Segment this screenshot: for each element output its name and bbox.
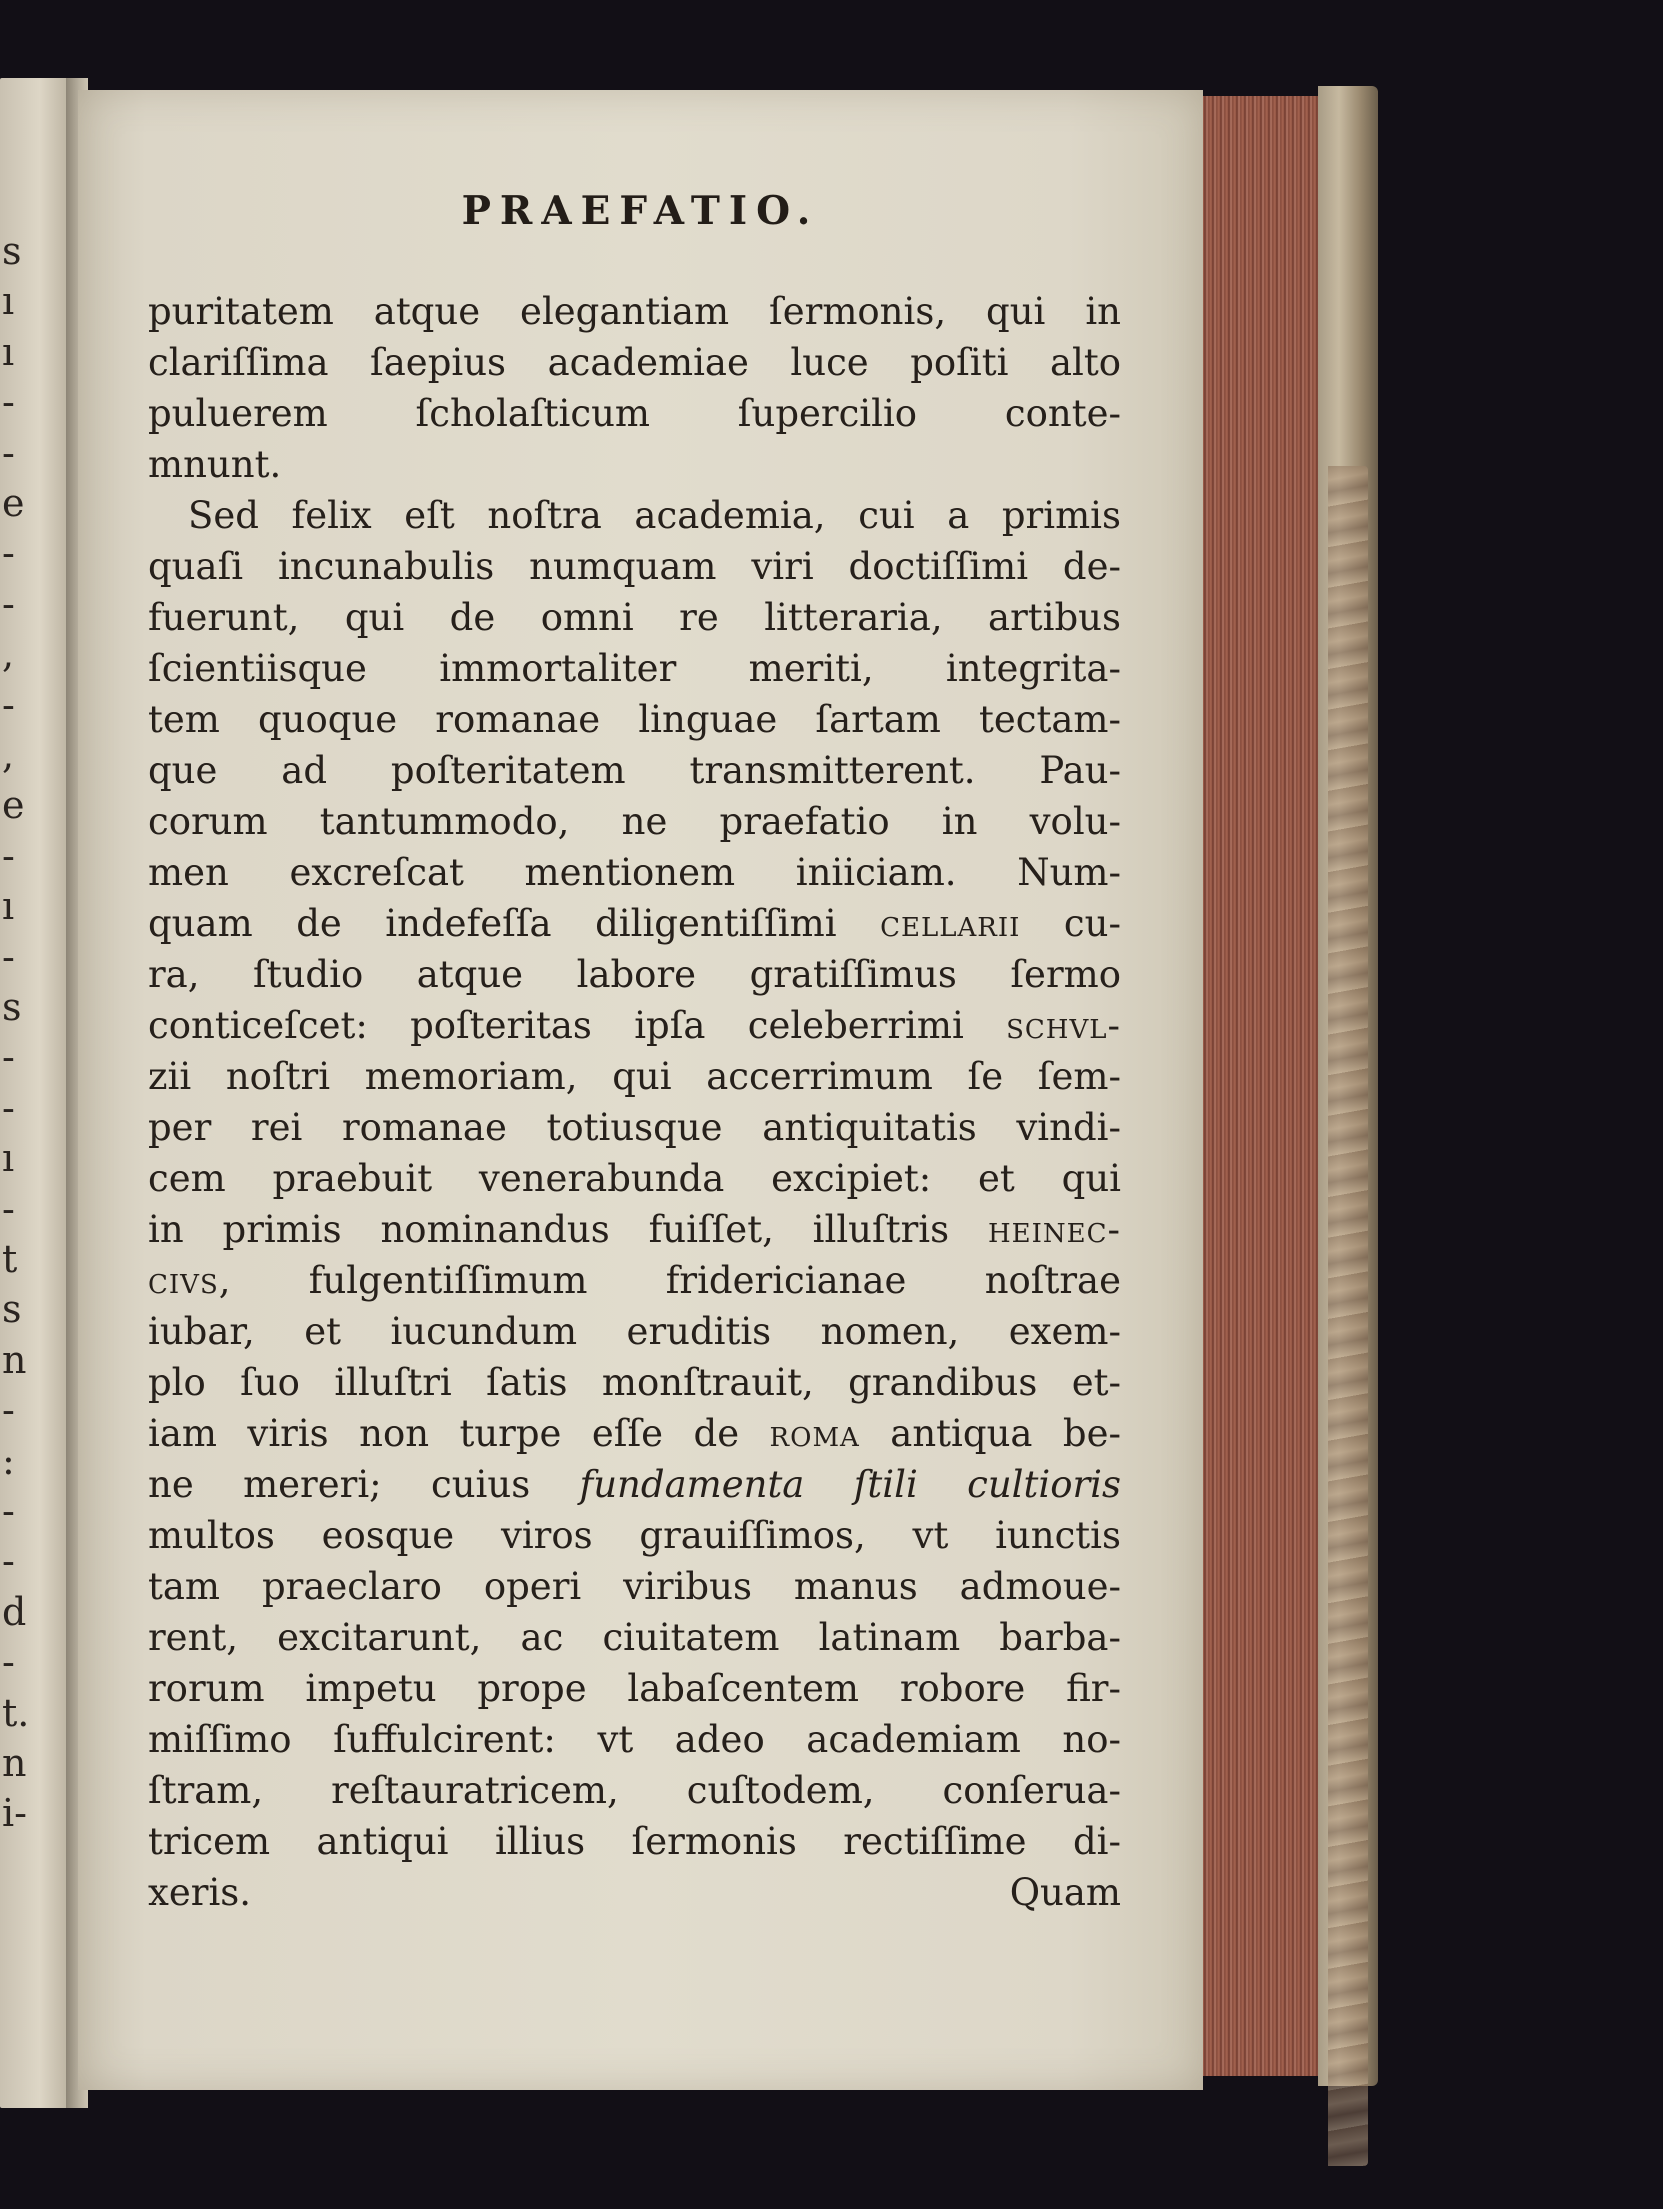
text-line: quaſi incunabulis numquam viri doctiſſimi de- xyxy=(148,545,1121,588)
left-page-fragment: - xyxy=(2,1640,15,1685)
left-page-fragment: i- xyxy=(2,1791,27,1836)
left-page-fragment: ı xyxy=(2,884,15,929)
small-caps-name: civs xyxy=(148,1259,219,1302)
left-page-fragment: , xyxy=(2,733,15,777)
left-page-fragment: - xyxy=(2,682,15,727)
marbled-cover-pattern xyxy=(1328,466,1368,2166)
text-line: men excreſcat mentionem iniiciam. Num- xyxy=(148,851,1121,894)
text-run: conticeſcet: poſteritas ipſa celeberrimi xyxy=(148,1004,1007,1047)
text-line: multos eosque viros grauiſſimos, vt iunctis xyxy=(148,1514,1121,1557)
text-line: per rei romanae totiusque antiquitatis vindi- xyxy=(148,1106,1121,1149)
text-run: in primis nominandus fuiſſet, illuſtris xyxy=(148,1208,988,1251)
text-line: clariſſima ſaepius academiae luce poſiti alto xyxy=(148,341,1121,384)
text-line: iubar, et iucundum eruditis nomen, exem- xyxy=(148,1310,1121,1353)
text-line xyxy=(148,1459,1121,1510)
small-caps-name: heinec- xyxy=(987,1208,1121,1251)
text-line xyxy=(148,1000,1121,1051)
text-block xyxy=(148,286,1121,1918)
text-line xyxy=(148,898,1121,949)
left-page-fragment: s xyxy=(2,985,22,1029)
text-line: puluerem ſcholaſticum ſupercilio conte- xyxy=(148,392,1121,435)
left-page-fragment: - xyxy=(2,1035,15,1080)
text-run: xeris. xyxy=(148,1871,252,1914)
book-cover xyxy=(1318,86,1378,2086)
text-run: cu- xyxy=(1020,902,1121,945)
page-fore-edge xyxy=(1198,96,1329,2076)
text-line: rent, excitarunt, ac ciuitatem latinam barba- xyxy=(148,1616,1121,1659)
text-line: rorum impetu prope labaſcentem robore fir- xyxy=(148,1667,1121,1710)
left-page-fragment: - xyxy=(2,430,15,475)
left-page-fragment: t. xyxy=(2,1690,30,1735)
left-page-fragment: - xyxy=(2,1085,15,1130)
left-page-fragment: - xyxy=(2,1388,15,1433)
left-page-fragment: - xyxy=(2,581,15,626)
text-line xyxy=(148,1408,1121,1459)
left-page-fragment: t xyxy=(2,1237,18,1281)
left-page-fragment: - xyxy=(2,380,15,425)
small-caps-name: roma xyxy=(769,1412,860,1455)
text-line: ſtram, reſtauratricem, cuſtodem, conſerua- xyxy=(148,1769,1121,1812)
text-line: plo ſuo illuſtri ſatis monſtrauit, grandibus et- xyxy=(148,1361,1121,1404)
small-caps-name: schvl- xyxy=(1006,1004,1121,1047)
left-page-fragment: ı xyxy=(2,1136,15,1181)
text-run: antiqua be- xyxy=(859,1412,1121,1455)
left-page-fragment: ı xyxy=(2,279,15,324)
left-page-fragment: - xyxy=(2,1186,15,1231)
text-line: cem praebuit venerabunda excipiet: et qui xyxy=(148,1157,1121,1200)
left-page-fragment: - xyxy=(2,934,15,979)
left-page-fragment: - xyxy=(2,531,15,576)
left-page-fragment: - xyxy=(2,833,15,878)
text-line: miſſimo ſuffulcirent: vt adeo academiam no- xyxy=(148,1718,1121,1761)
left-page-fragment: - xyxy=(2,1539,15,1584)
text-line: puritatem atque elegantiam ſermonis, qui in xyxy=(148,290,1121,333)
left-page-fragment: e xyxy=(2,783,25,828)
previous-page-edge xyxy=(0,78,72,2108)
text-line: fuerunt, qui de omni re litteraria, artibus xyxy=(148,596,1121,639)
text-line: que ad poſteritatem transmitterent. Pau- xyxy=(148,749,1121,792)
text-run: quam de indefeſſa diligentiſſimi xyxy=(148,902,881,945)
book-page xyxy=(78,90,1203,2090)
text-line xyxy=(148,1867,1121,1918)
left-page-fragment: n xyxy=(2,1337,27,1382)
text-run: ne mereri; cuius xyxy=(148,1463,580,1506)
left-page-fragment: s xyxy=(2,229,22,273)
text-line: tam praeclaro operi viribus manus admoue- xyxy=(148,1565,1121,1608)
text-run: iam viris non turpe eſſe de xyxy=(148,1412,770,1455)
small-caps-name: cellarii xyxy=(880,902,1021,945)
left-page-fragment: ı xyxy=(2,329,15,374)
left-page-fragment: , xyxy=(2,632,15,677)
left-page-fragment: - xyxy=(2,1489,15,1533)
text-line: ſcientiisque immortaliter meriti, integrita- xyxy=(148,647,1121,690)
left-page-fragment: n xyxy=(2,1741,27,1785)
text-line: Sed felix eſt noſtra academia, cui a primis xyxy=(188,494,1121,537)
text-line: zii noſtri memoriam, qui accerrimum ſe ſem- xyxy=(148,1055,1121,1098)
text-run: Quam xyxy=(1009,1871,1121,1914)
left-page-fragment: s xyxy=(2,1287,22,1332)
text-line: corum tantummodo, ne praefatio in volu- xyxy=(148,800,1121,843)
text-line xyxy=(148,1204,1121,1255)
left-page-fragment: d xyxy=(2,1589,27,1634)
left-page-fragment: e xyxy=(2,481,25,525)
text-line: ra, ſtudio atque labore gratiſſimus ſermo xyxy=(148,953,1121,996)
left-page-fragment: : xyxy=(2,1438,15,1483)
text-line: mnunt. xyxy=(148,443,282,486)
text-run: , fulgentiſſimum fridericianae noſtrae xyxy=(218,1259,1121,1302)
text-line xyxy=(148,1255,1121,1306)
text-line: tem quoque romanae linguae ſartam tectam- xyxy=(148,698,1121,741)
italic-phrase: fundamenta ſtili cultioris xyxy=(579,1463,1122,1506)
text-line: tricem antiqui illius ſermonis rectiſſime di- xyxy=(148,1820,1121,1863)
running-head: PRAEFATIO. xyxy=(461,188,820,234)
